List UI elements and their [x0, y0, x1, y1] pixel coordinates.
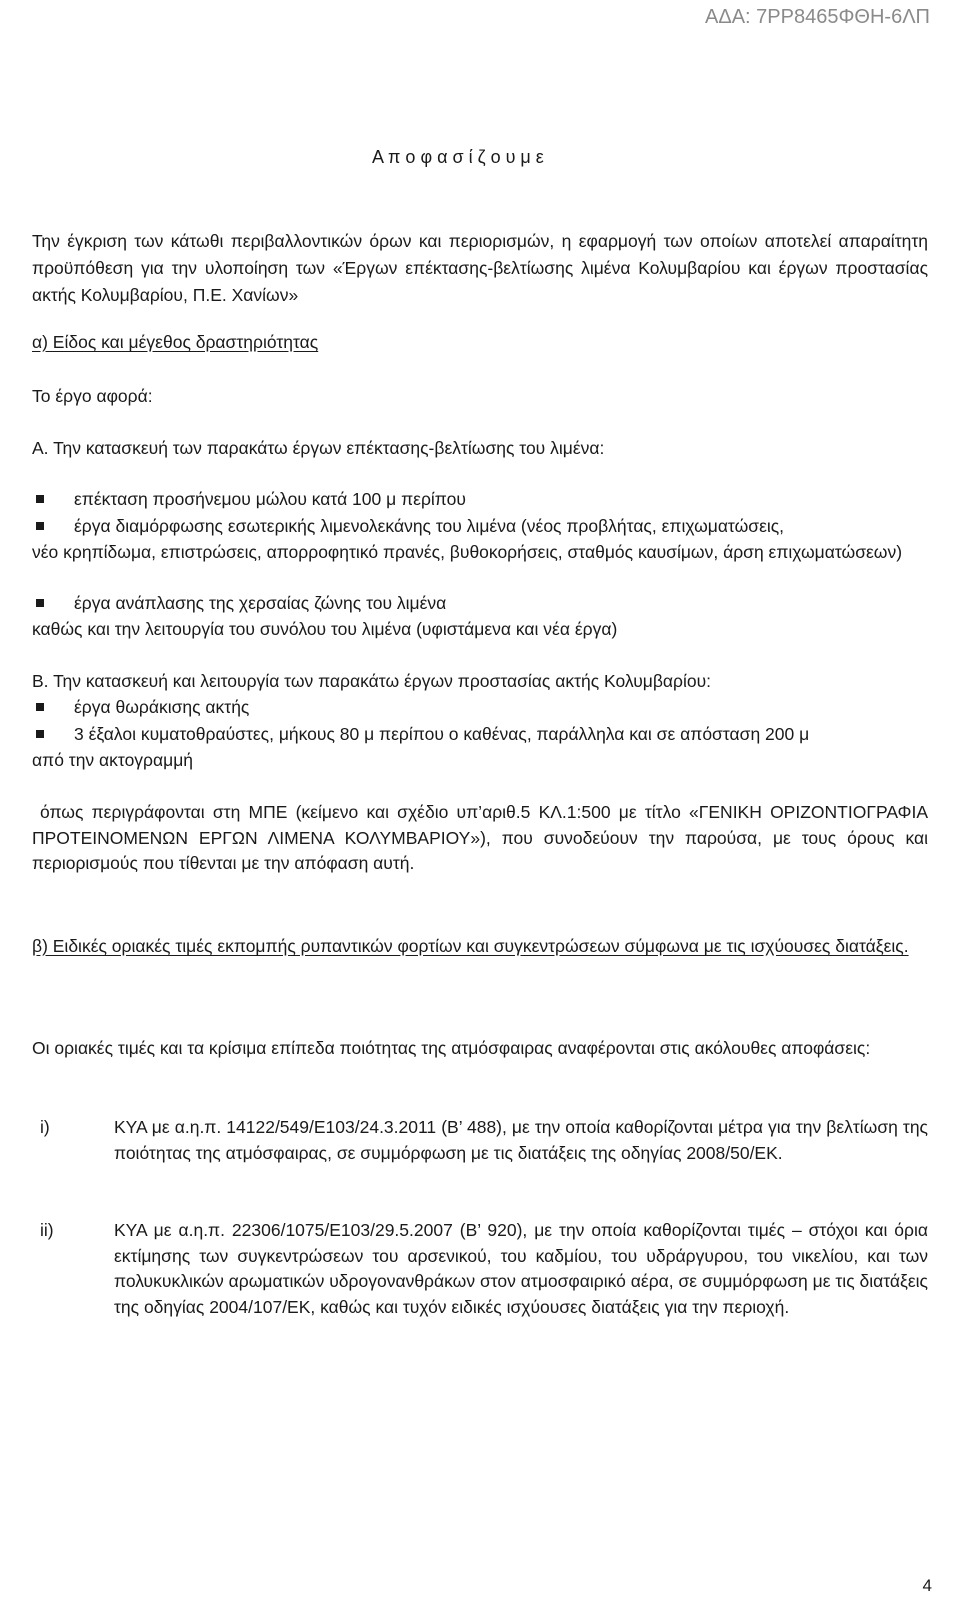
- bullet-item: [36, 722, 926, 748]
- part-a-lead: Α. Την κατασκευή των παρακάτω έργων επέκτασης-βελτίωσης του λιμένα:: [32, 438, 605, 458]
- bullet-continuation: νέο κρηπίδωμα, επιστρώσεις, απορροφητικό πρανές, βυθοκορήσεις, σταθμός καυσίμων, άρση επιχωματώσεων): [32, 542, 903, 562]
- bullet-item: [36, 487, 926, 513]
- bullet-continuation: από την ακτογραμμή: [32, 750, 194, 770]
- bullet-square-icon: [36, 703, 44, 711]
- bullet-square-icon: [36, 730, 44, 738]
- bullet-text: έργα διαμόρφωσης εσωτερικής λιμενολεκάνης του λιμένα (νέος προβλήτας, επιχωματώσεις,: [74, 516, 785, 536]
- decision-list-item: [32, 1218, 928, 1320]
- section-a-heading: α) Είδος και μέγεθος δραστηριότητας: [32, 332, 319, 352]
- item-number: ii): [40, 1220, 54, 1240]
- bullet-square-icon: [36, 495, 44, 503]
- section-b-paragraph: Οι οριακές τιμές και τα κρίσιμα επίπεδα ποιότητας της ατμόσφαιρας αναφέρονται στις ακόλουθες αποφάσεις:: [32, 1038, 871, 1058]
- bullet-text: έργα θωράκισης ακτής: [74, 697, 250, 717]
- decision-list-item: [32, 1115, 928, 1166]
- bullet-item: [36, 695, 926, 721]
- part-a-closing: καθώς και την λειτουργία του συνόλου του λιμένα (υφιστάμενα και νέα έργα): [32, 619, 618, 639]
- bullet-item: [36, 514, 926, 540]
- bullet-square-icon: [36, 522, 44, 530]
- page-number: 4: [922, 1576, 932, 1595]
- project-label: Το έργο αφορά:: [32, 386, 153, 406]
- item-number: i): [40, 1117, 50, 1137]
- item-text: ΚΥΑ με α.η.π. 22306/1075/Ε103/29.5.2007 (Β’ 920), με την οποία καθορίζονται τιμές – στόχοι και όρια εκτίμησης των συγκεντρώσεων του αρσενικού, του καδμίου, του υδράργυρου, του νικελίου, και των πολυκυκλικών αρωματικών υδρογονανθράκων στον ατμοσφαιρικό αέρα, σε συμμόρφωση με τις διατάξεις της οδηγίας 2004/107/ΕΚ, καθώς και τυχόν ειδικές ισχύουσες διατάξεις για την περιοχή.: [114, 1220, 928, 1317]
- bullet-text: έργα ανάπλασης της χερσαίας ζώνης του λιμένα: [74, 593, 447, 613]
- description-paragraph: όπως περιγράφονται στη ΜΠΕ (κείμενο και σχέδιο υπ’αριθ.5 ΚΛ.1:500 με τίτλο «ΓΕΝΙΚΗ ΟΡΙΖΟΝΤΙΟΓΡΑΦΙΑ ΠΡΟΤΕΙΝΟΜΕΝΩΝ ΕΡΓΩΝ ΛΙΜΕΝΑ ΚΟΛΥΜΒΑΡΙΟΥ»), που συνοδεύουν την παρούσα, με τους όρους και περιορισμούς που τίθενται με την απόφαση αυτή.: [32, 802, 928, 873]
- bullet-item: [36, 591, 926, 617]
- intro-paragraph: Την έγκριση των κάτωθι περιβαλλοντικών όρων και περιορισμών, η εφαρμογή των οποίων αποτελεί απαραίτητη προϋπόθεση για την υλοποίηση των «Έργων επέκτασης-βελτίωσης λιμένα Κολυμβαρίου και έργων προστασίας ακτής Κολυμβαρίου, Π.Ε. Χανίων»: [32, 231, 928, 305]
- ada-header: ΑΔΑ: 7ΡΡ8465ΦΘΗ-6ΛΠ: [705, 6, 930, 28]
- decision-title: Α π ο φ α σ ί ζ ο υ μ ε: [372, 147, 544, 167]
- section-b-heading: β) Ειδικές οριακές τιμές εκπομπής ρυπαντικών φορτίων και συγκεντρώσεων σύμφωνα με τις ισχύουσες διατάξεις.: [32, 936, 909, 956]
- bullet-text: 3 έξαλοι κυματοθραύστες, μήκους 80 μ περίπου ο καθένας, παράλληλα και σε απόσταση 200 μ: [74, 724, 810, 744]
- item-text: ΚΥΑ με α.η.π. 14122/549/Ε103/24.3.2011 (Β’ 488), με την οποία καθορίζονται μέτρα για την βελτίωση της ποιότητας της ατμόσφαιρας, σε συμμόρφωση με τις διατάξεις της οδηγίας 2008/50/ΕΚ.: [114, 1117, 928, 1163]
- part-b-lead: Β. Την κατασκευή και λειτουργία των παρακάτω έργων προστασίας ακτής Κολυμβαρίου:: [32, 671, 712, 691]
- bullet-square-icon: [36, 599, 44, 607]
- bullet-text: επέκταση προσήνεμου μώλου κατά 100 μ περίπου: [74, 489, 466, 509]
